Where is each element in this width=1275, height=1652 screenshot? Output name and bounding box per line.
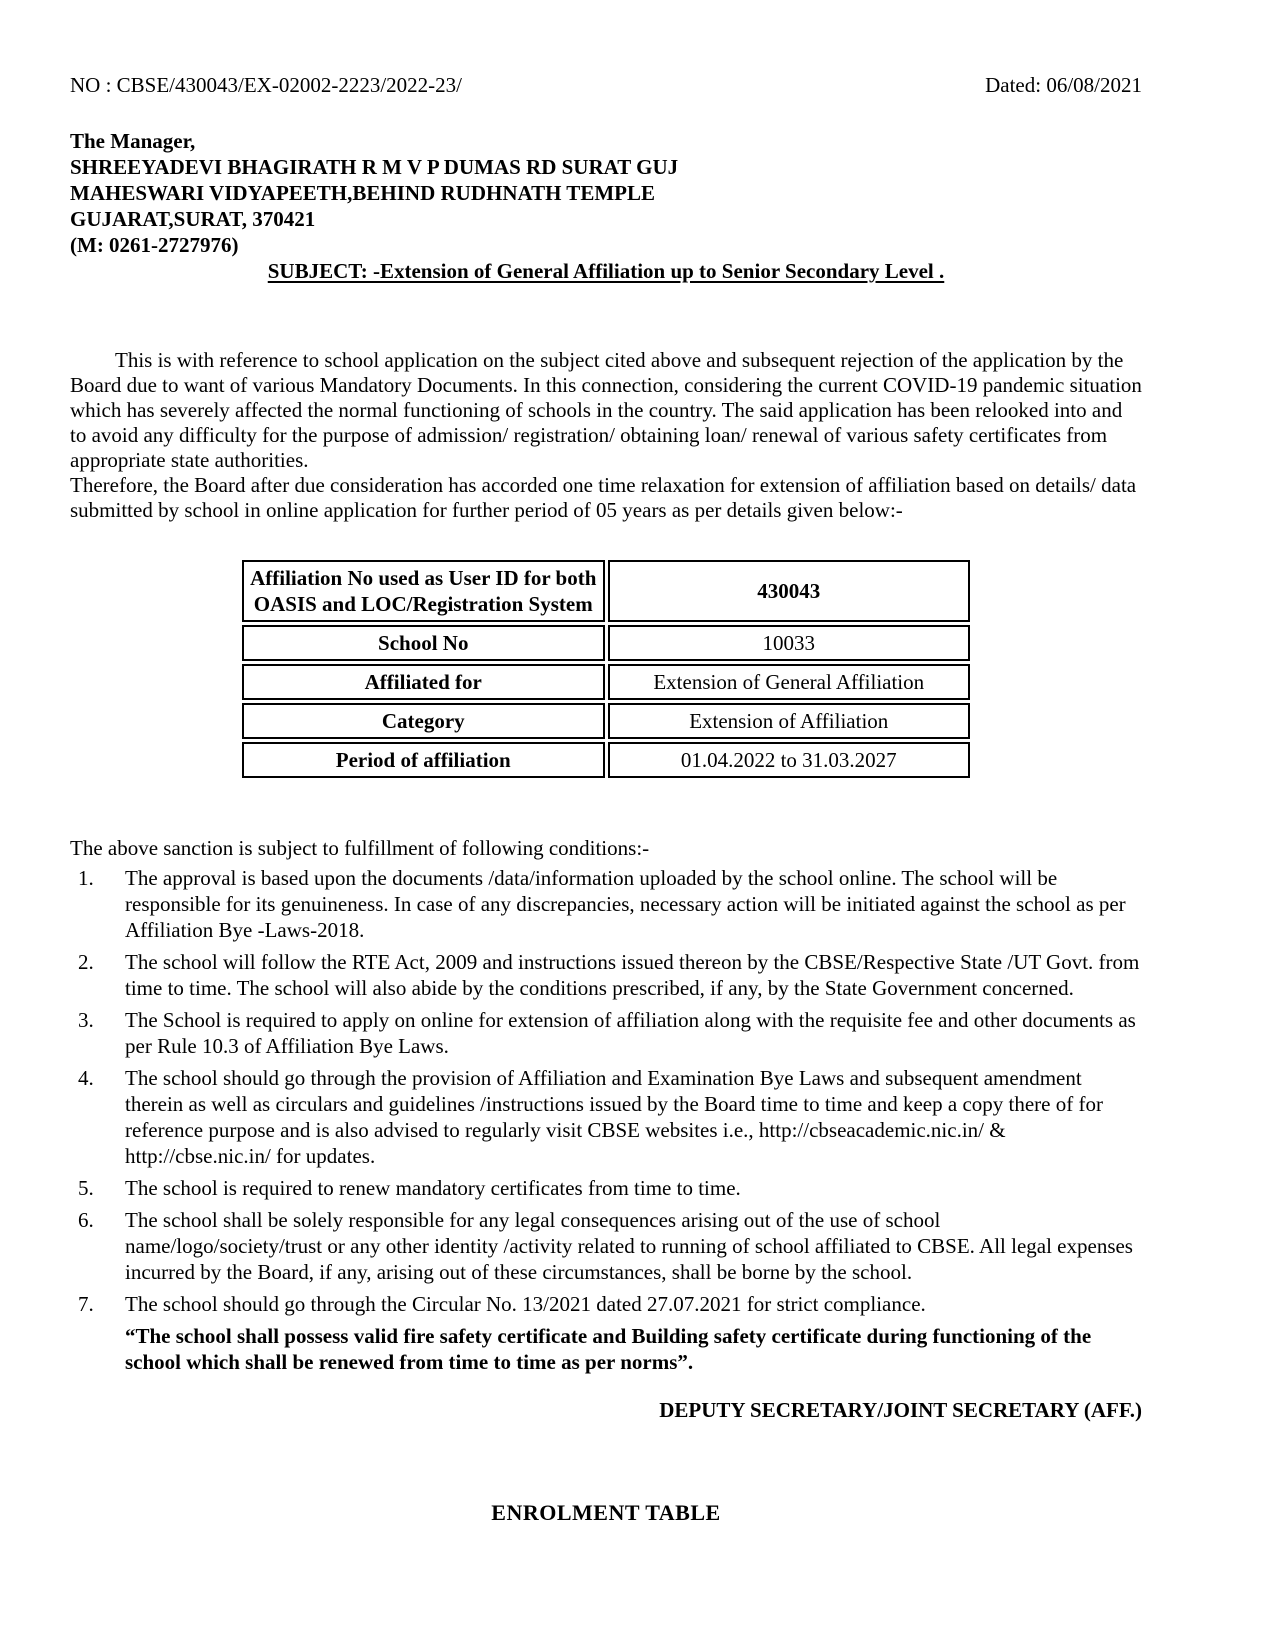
condition-item [70,1007,1142,1059]
condition-number: 5. [78,1176,94,1200]
condition-number: 7. [78,1292,94,1316]
row-value: 10033 [608,625,971,661]
condition-item [70,1065,1142,1169]
condition-number: 6. [78,1208,94,1232]
condition-number: 1. [78,866,94,890]
condition-number: 3. [78,1008,94,1032]
row-value: Extension of General Affiliation [608,664,971,700]
condition-item [70,865,1142,943]
row-label: Category [242,703,605,739]
addressee-line: GUJARAT,SURAT, 370421 [70,207,316,231]
addressee-line: SHREEYADEVI BHAGIRATH R M V P DUMAS RD SURAT GUJ [70,155,679,179]
addressee-salutation: The Manager, [70,129,196,153]
letter-date: Dated: 06/08/2021 [985,73,1142,97]
addressee-phone: (M: 0261-2727976) [70,233,239,257]
condition-item [70,1175,1142,1201]
condition-item [70,949,1142,1001]
condition-number: 2. [78,950,94,974]
condition-text: The school shall be solely responsible for any legal consequences arising out of the use of school name/logo/society/trust or any other identity /activity related to running of school affiliated to CBSE. All legal expenses incurred by the Board, if any, arising out of these circumstances, shall be borne by the school. [125,1208,1133,1284]
condition-text: The school should go through the provision of Affiliation and Examination Bye Laws and subsequent amendment therein as well as circulars and guidelines /instructions issued by the Board time to time and keep a copy there of for reference purpose and is also advised to regularly visit CBSE websites i.e., http://cbseacademic.nic.in/ & http://cbse.nic.in/ for updates. [125,1066,1103,1168]
row-value: 01.04.2022 to 31.03.2027 [608,742,971,778]
condition-item [70,1207,1142,1285]
conditions-list [70,865,1142,1317]
affiliation-details-table [239,557,973,781]
addressee-block [70,128,1142,258]
signature-designation: DEPUTY SECRETARY/JOINT SECRETARY (AFF.) [659,1398,1142,1422]
table-row [242,742,970,778]
condition-item [70,1291,1142,1317]
body-paragraph-2: Therefore, the Board after due consideration has accorded one time relaxation for extension of affiliation based on details/ data submitted by school in online application for further period of 05 years as per details given below:- [70,473,1137,522]
row-label: Period of affiliation [242,742,605,778]
table-row [242,703,970,739]
row-value: 430043 [608,560,971,622]
row-label: Affiliated for [242,664,605,700]
subject-line: SUBJECT: -Extension of General Affiliation up to Senior Secondary Level . [267,259,945,283]
condition-text: The school will follow the RTE Act, 2009 and instructions issued thereon by the CBSE/Respective State /UT Govt. from time to time. The school will also abide by the conditions prescribed, if any, by the State Government concerned. [125,950,1140,1000]
row-label: School No [242,625,605,661]
condition-text: The school should go through the Circular No. 13/2021 dated 27.07.2021 for strict compliance. [125,1292,926,1316]
condition-text: The School is required to apply on online for extension of affiliation along with the requisite fee and other documents as per Rule 10.3 of Affiliation Bye Laws. [125,1008,1136,1058]
safety-certificate-note: “The school shall possess valid fire safety certificate and Building safety certificate during functioning of the school which shall be renewed from time to time as per norms”. [125,1324,1092,1374]
conditions-intro: The above sanction is subject to fulfillment of following conditions:- [70,836,650,860]
table-row [242,625,970,661]
row-label: Affiliation No used as User ID for both OASIS and LOC/Registration System [242,560,605,622]
row-value: Extension of Affiliation [608,703,971,739]
body-paragraph-1: This is with reference to school application on the subject cited above and subsequent rejection of the application by the Board due to want of various Mandatory Documents. In this connection, considering the current COVID-19 pandemic situation which has severely affected the normal functioning of schools in the country. The said application has been relooked into and to avoid any difficulty for the purpose of admission/ registration/ obtaining loan/ renewal of various safety certificates from appropriate state authorities. [70,348,1142,472]
condition-text: The school is required to renew mandatory certificates from time to time. [125,1176,741,1200]
table-row [242,664,970,700]
letter-header [70,72,1142,98]
enrolment-table-heading: ENROLMENT TABLE [491,1500,721,1525]
table-row [242,560,970,622]
condition-text: The approval is based upon the documents /data/information uploaded by the school online. The school will be responsible for its genuineness. In case of any discrepancies, necessary action will be initiated against the school as per Affiliation Bye -Laws-2018. [125,866,1126,942]
condition-number: 4. [78,1066,94,1090]
reference-number: NO : CBSE/430043/EX-02002-2223/2022-23/ [70,73,462,97]
addressee-line: MAHESWARI VIDYAPEETH,BEHIND RUDHNATH TEMPLE [70,181,655,205]
